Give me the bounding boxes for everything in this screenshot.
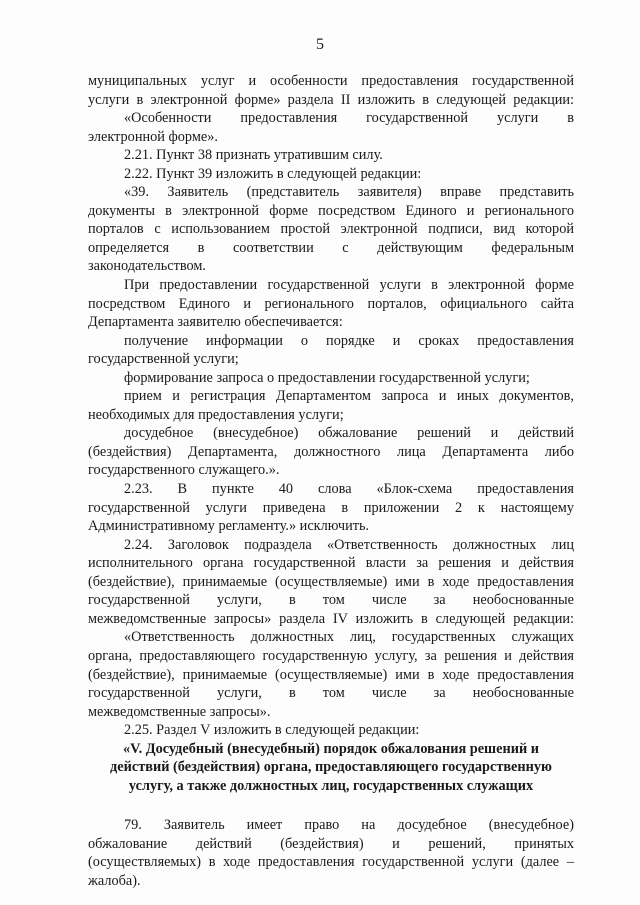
text-line: (бездействие), принимаемые (осуществляемые) ими в ходе предоставления bbox=[88, 573, 574, 590]
text-line: 2.21. Пункт 38 признать утратившим силу. bbox=[124, 147, 383, 164]
text-line: 2.24. Заголовок подраздела «Ответственность должностных лиц bbox=[124, 536, 574, 553]
page-number: 5 bbox=[316, 36, 324, 53]
text-line: (осуществляемых) в ходе предоставления государственной услуги (далее – bbox=[88, 854, 574, 871]
text-line: электронной форме». bbox=[88, 128, 218, 145]
text-line: «39. Заявитель (представитель заявителя) вправе представить bbox=[124, 184, 574, 201]
text-line: обжалование действий (бездействия) и решений, принятых bbox=[88, 835, 574, 852]
document-body bbox=[88, 72, 574, 891]
text-line: Департамента заявителю обеспечивается: bbox=[88, 314, 343, 331]
text-line: 2.22. Пункт 39 изложить в следующей редакции: bbox=[124, 165, 422, 182]
text-line: необходимых для предоставления услуги; bbox=[88, 406, 344, 423]
text-line: посредством Единого и регионального порталов, официального сайта bbox=[88, 295, 574, 312]
text-line: (бездействие), принимаемые (осуществляемые) ими в ходе предоставления bbox=[88, 666, 574, 683]
text-line: досудебное (внесудебное) обжалование решений и действий bbox=[124, 425, 574, 442]
text-line bbox=[88, 795, 574, 816]
text-line: услуги в электронной форме» раздела II изложить в следующей редакции: bbox=[88, 91, 574, 108]
text-line: межведомственные запросы» раздела IV изложить в следующей редакции: bbox=[88, 610, 574, 627]
text-line: получение информации о порядке и сроках предоставления bbox=[124, 332, 574, 349]
text-line: муниципальных услуг и особенности предоставления государственной bbox=[88, 73, 574, 89]
text-line: 2.25. Раздел V изложить в следующей редакции: bbox=[124, 722, 420, 739]
text-line: 2.23. В пункте 40 слова «Блок-схема предоставления bbox=[124, 481, 574, 498]
text-line: государственной услуги приведена в приложении 2 к настоящему bbox=[88, 499, 574, 516]
text-line: 79. Заявитель имеет право на досудебное (внесудебное) bbox=[124, 817, 574, 834]
text-line: «V. Досудебный (внесудебный) порядок обжалования решений и bbox=[123, 740, 539, 757]
text-line: (бездействия) Департамента, должностного лица Департамента либо bbox=[88, 443, 574, 460]
text-line: государственной услуги, в том числе за необоснованные bbox=[88, 685, 574, 702]
text-line: прием и регистрация Департаментом запроса и иных документов, bbox=[124, 388, 574, 405]
text-line: документы в электронной форме посредством Единого и регионального bbox=[88, 202, 574, 219]
text-line: определяется в соответствии с действующим федеральным bbox=[88, 239, 574, 256]
text-line: государственной услуги, в том числе за необоснованные bbox=[88, 592, 574, 609]
text-line: межведомственные запросы». bbox=[88, 703, 271, 720]
text-line: государственной услуги; bbox=[88, 351, 239, 368]
text-line: порталов с использованием простой электронной подписи, вид которой bbox=[88, 221, 574, 238]
text-line: исполнительного органа государственной власти за решения и действия bbox=[88, 555, 574, 572]
text-line: Административному регламенту.» исключить. bbox=[88, 518, 370, 535]
text-line: действий (бездействия) органа, предоставляющего государственную bbox=[110, 759, 552, 776]
text-line: жалоба). bbox=[88, 872, 141, 889]
text-line: государственного служащего.». bbox=[88, 462, 280, 479]
text-line: услугу, а также должностных лиц, государственных служащих bbox=[128, 777, 534, 794]
text-line: формирование запроса о предоставлении государственной услуги; bbox=[124, 369, 530, 386]
text-line: При предоставлении государственной услуги в электронной форме bbox=[124, 277, 574, 294]
text-line: органа, предоставляющего государственную услугу, за решения и действия bbox=[88, 647, 574, 664]
text-line: «Ответственность должностных лиц, государственных служащих bbox=[124, 629, 574, 646]
text-line: законодательством. bbox=[88, 258, 206, 275]
text-line: «Особенности предоставления государственной услуги в bbox=[124, 110, 574, 127]
